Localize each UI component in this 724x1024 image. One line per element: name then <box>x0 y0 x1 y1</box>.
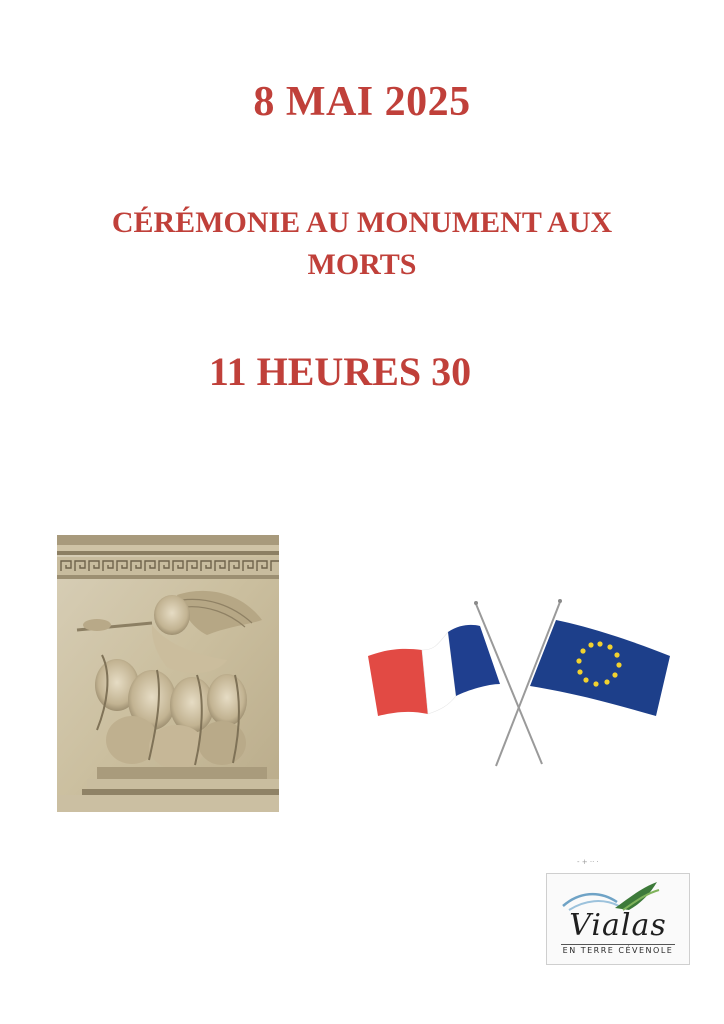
event-time-heading: 11 HEURES 30 <box>208 349 472 394</box>
scan-artifact-marks: - + ·· · <box>577 858 599 866</box>
logo-name: Vialas <box>569 908 667 943</box>
logo-tagline: EN TERRE CÉVENOLE <box>562 946 674 955</box>
event-date-heading: 8 MAI 2025 <box>253 79 471 125</box>
vialas-logo <box>546 873 690 965</box>
logo-divider <box>561 944 675 945</box>
ceremony-title-line1: CÉRÉMONIE AU MONUMENT AUX <box>111 206 613 239</box>
eu-flag-icon <box>530 620 670 716</box>
french-flag-icon <box>368 625 500 716</box>
crossed-flags-image <box>360 598 676 774</box>
ceremony-title-line2: MORTS <box>307 248 417 281</box>
relief-sculpture-image <box>57 535 279 812</box>
